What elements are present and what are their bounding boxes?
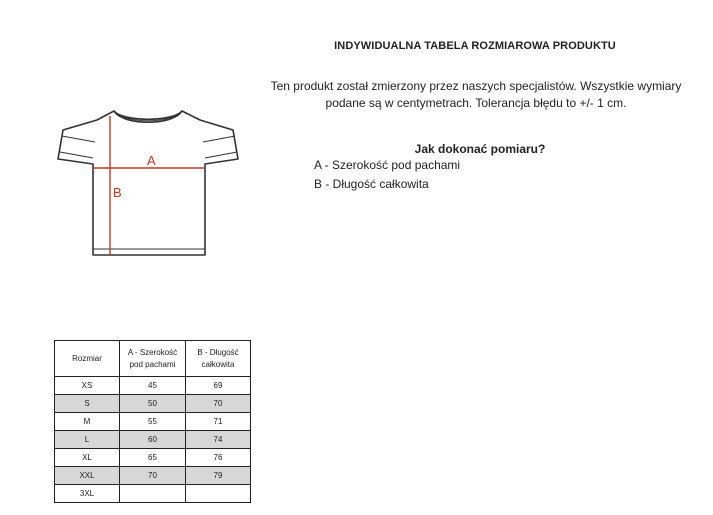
cell-a: 70	[120, 467, 186, 485]
table-row	[55, 395, 251, 413]
cell-size: S	[55, 395, 120, 413]
header-size: Rozmiar	[55, 341, 120, 377]
cell-size: XS	[55, 377, 120, 395]
cell-a: 55	[120, 413, 186, 431]
cell-size: L	[55, 431, 120, 449]
cell-a	[120, 485, 186, 503]
cell-a: 45	[120, 377, 186, 395]
header-a-line-1: A - Szerokość	[127, 347, 178, 357]
label-a: A	[147, 153, 156, 168]
cell-a: 60	[120, 431, 186, 449]
header-b	[186, 341, 251, 377]
table-row	[55, 431, 251, 449]
table-row	[55, 485, 251, 503]
description-line-2: podane są w centymetrach. Tolerancja błędu to +/- 1 cm.	[325, 96, 627, 110]
table-row	[55, 467, 251, 485]
cell-b: 69	[186, 377, 251, 395]
cell-a: 50	[120, 395, 186, 413]
label-b: B	[113, 185, 122, 200]
howto-heading: Jak dokonać pomiaru?	[414, 142, 546, 156]
cell-b: 76	[186, 449, 251, 467]
cell-b: 70	[186, 395, 251, 413]
description-line-1: Ten produkt został zmierzony przez naszych specjalistów. Wszystkie wymiary	[270, 79, 682, 93]
table-header-row	[55, 341, 251, 377]
cell-size: XXL	[55, 467, 120, 485]
cell-size: 3XL	[55, 485, 120, 503]
header-b-line-1: B - Długość	[197, 347, 239, 357]
cell-a: 65	[120, 449, 186, 467]
cell-size: XL	[55, 449, 120, 467]
cell-b: 71	[186, 413, 251, 431]
table-row	[55, 377, 251, 395]
cell-b: 74	[186, 431, 251, 449]
table-row	[55, 413, 251, 431]
cell-b	[186, 485, 251, 503]
size-table	[54, 340, 251, 503]
header-a-line-2: pod pachami	[129, 359, 176, 369]
cell-size: M	[55, 413, 120, 431]
header-a	[120, 341, 186, 377]
document-title: INDYWIDUALNA TABELA ROZMIAROWA PRODUKTU	[334, 40, 616, 52]
measure-b-text: B - Długość całkowita	[314, 177, 429, 191]
measure-a-text: A - Szerokość pod pachami	[314, 158, 461, 172]
cell-b: 79	[186, 467, 251, 485]
tshirt-diagram	[55, 108, 245, 260]
header-b-line-2: całkowita	[201, 359, 235, 369]
table-row	[55, 449, 251, 467]
description	[250, 78, 702, 112]
